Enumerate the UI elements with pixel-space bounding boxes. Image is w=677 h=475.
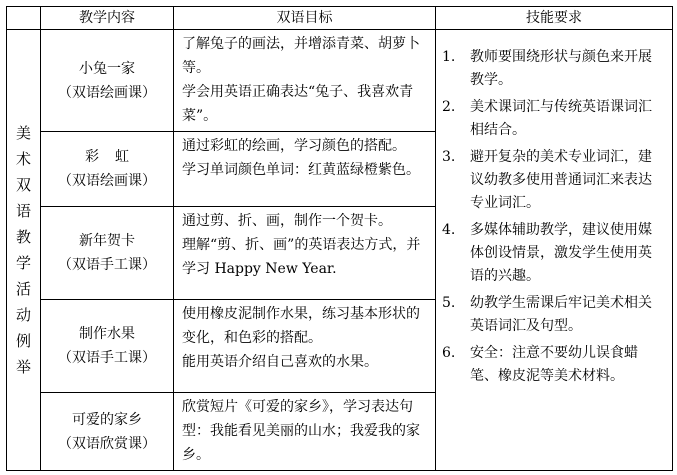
- activity-type: （双语绘画课）: [58, 84, 156, 101]
- skills-cell: [436, 30, 673, 471]
- list-item: [442, 96, 664, 142]
- skill-text: 美术课词汇与传统英语课词汇相结合。: [470, 99, 652, 139]
- skill-text: 避开复杂的美术专业词汇，建议幼教多使用普通词汇来表达专业词汇。: [470, 149, 652, 212]
- goal-cell: [174, 30, 436, 132]
- skill-number: 1.: [442, 49, 456, 66]
- list-item: [442, 146, 664, 215]
- goal-text: 能用英语介绍自己喜欢的水果。: [182, 353, 378, 370]
- side-char: 例: [15, 332, 31, 351]
- skill-text: 安全：注意不要幼儿误食蜡笔、橡皮泥等美术材料。: [470, 345, 638, 385]
- activity-type: （双语手工课）: [58, 349, 156, 366]
- activity-cell: [41, 393, 174, 471]
- goal-text: 学会用英语正确表达“兔子、我喜欢青菜”。: [182, 84, 414, 125]
- skill-number: 2.: [442, 99, 456, 116]
- side-char: 动: [15, 306, 31, 325]
- side-char: 术: [15, 150, 31, 169]
- goal-text: 理解“剪、折、画”的英语表达方式，并学习 Happy New Year.: [182, 236, 421, 277]
- activity-table: [6, 6, 673, 471]
- activity-name: 新年贺卡: [79, 232, 135, 249]
- skill-number: 4.: [442, 222, 456, 239]
- list-item: [442, 219, 664, 288]
- goal-cell: [174, 132, 436, 207]
- activity-cell: [41, 132, 174, 207]
- header-skill: 技能要求: [436, 7, 673, 30]
- goal-cell: [174, 299, 436, 393]
- list-item: [442, 342, 664, 388]
- header-row: [7, 7, 673, 30]
- table-row: [7, 30, 673, 132]
- side-char: 学: [15, 254, 31, 273]
- skill-number: 5.: [442, 295, 456, 312]
- goal-cell: [174, 206, 436, 299]
- list-item: [442, 292, 664, 338]
- activity-type: （双语欣赏课）: [58, 435, 156, 452]
- side-char: 举: [15, 358, 31, 377]
- skills-list: [442, 46, 664, 388]
- list-item: [442, 46, 664, 92]
- activity-name: 制作水果: [79, 325, 135, 342]
- activity-cell: [41, 206, 174, 299]
- side-char: 活: [15, 280, 31, 299]
- activity-name: 彩虹: [85, 148, 145, 165]
- goal-text: 通过剪、折、画，制作一个贺卡。: [182, 212, 392, 229]
- activity-name: 可爱的家乡: [72, 411, 142, 428]
- skill-number: 3.: [442, 149, 456, 166]
- side-char: 双: [15, 176, 31, 195]
- goal-text: 了解兔子的画法，并增添青菜、胡萝卜等。: [182, 36, 420, 77]
- skill-text: 多媒体辅助教学，建议使用媒体创设情景，激发学生使用英语的兴趣。: [470, 222, 652, 285]
- goal-text: 使用橡皮泥制作水果，练习基本形状的变化，和色彩的搭配。: [182, 305, 420, 346]
- header-blank-cell: [7, 7, 41, 30]
- goal-text: 学习单词颜色单词：红黄蓝绿橙紫色。: [182, 162, 420, 179]
- side-char: 美: [15, 124, 31, 143]
- goal-cell: [174, 393, 436, 471]
- goal-text: 通过彩虹的绘画，学习颜色的搭配。: [182, 138, 406, 155]
- activity-cell: [41, 30, 174, 132]
- skill-text: 教师要围绕形状与颜色来开展教学。: [470, 49, 652, 89]
- header-activity: 教学内容: [41, 7, 174, 30]
- skill-number: 6.: [442, 345, 456, 362]
- activity-name: 小兔一家: [79, 60, 135, 77]
- activity-type: （双语绘画课）: [58, 172, 156, 189]
- activity-type: （双语手工课）: [58, 256, 156, 273]
- side-char: 教: [15, 228, 31, 247]
- side-char: 语: [15, 202, 31, 221]
- side-label: [7, 30, 41, 471]
- activity-cell: [41, 299, 174, 393]
- goal-text: 欣赏短片《可爱的家乡》，学习表达句型：我能看见美丽的山水；我爱我的家乡。: [182, 399, 420, 464]
- skill-text: 幼教学生需课后牢记美术相关英语词汇及句型。: [470, 295, 652, 335]
- header-goal: 双语目标: [174, 7, 436, 30]
